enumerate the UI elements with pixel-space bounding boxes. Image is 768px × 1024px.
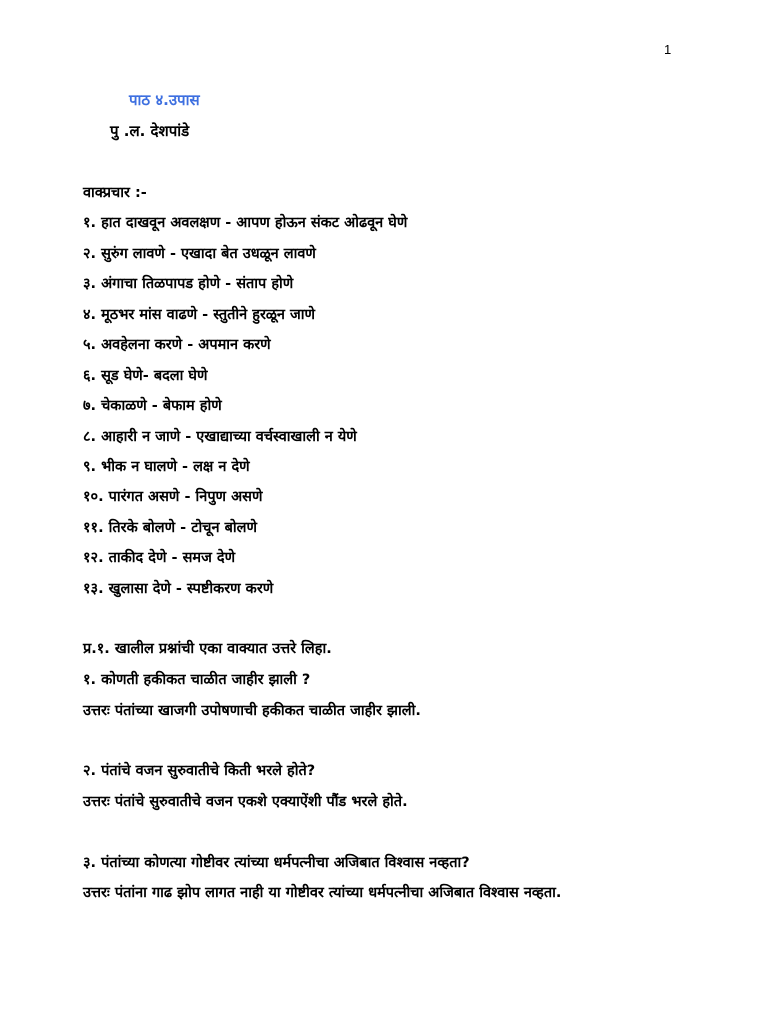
phrase-item: १०. पारंगत असणे - निपुण असणे xyxy=(83,489,263,505)
phrase-item: ८. आहारी न जाणे - एखाद्याच्या वर्चस्वाखाली न येणे xyxy=(83,429,357,445)
phrase-item: १. हात दाखवून अवलक्षण - आपण होऊन संकट ओढवून घेणे xyxy=(83,215,408,231)
question-text: २. पंतांचे वजन सुरुवातीचे किती भरले होते? xyxy=(83,763,316,779)
answer-text: उत्तरः पंतांचे सुरुवातीचे वजन एकशे एक्याऐंशी पौंड भरले होते. xyxy=(83,794,408,810)
answer-text: उत्तरः पंतांना गाढ झोप लागत नाही या गोष्टीवर त्यांच्या धर्मपत्नीचा अजिबात विश्वास नव्हता. xyxy=(83,885,562,901)
lesson-title: पाठ ४.उपास xyxy=(129,91,200,109)
phrase-item: ७. चेकाळणे - बेफाम होणे xyxy=(83,398,222,414)
phrases-heading: वाक्प्रचार :- xyxy=(83,185,147,201)
phrase-item: ११. तिरके बोलणे - टोचून बोलणे xyxy=(83,520,257,536)
phrase-item: ९. भीक न घालणे - लक्ष न देणे xyxy=(83,459,250,475)
phrase-item: ६. सूड घेणे- बदला घेणे xyxy=(83,368,208,384)
phrase-item: १३. खुलासा देणे - स्पष्टीकरण करणे xyxy=(83,581,274,597)
question-instruction: प्र.१. खालील प्रश्नांची एका वाक्यात उत्तरे लिहा. xyxy=(83,641,332,657)
phrase-item: १२. ताकीद देणे - समज देणे xyxy=(83,550,236,566)
phrase-item: २. सुरुंग लावणे - एखादा बेत उधळून लावणे xyxy=(83,246,316,262)
question-text: १. कोणती हकीकत चाळीत जाहीर झाली ? xyxy=(83,672,311,688)
phrase-item: ३. अंगाचा तिळपापड होणे - संताप होणे xyxy=(83,276,294,292)
phrase-item: ४. मूठभर मांस वाढणे - स्तुतीने हुरळून जाणे xyxy=(83,307,315,323)
question-text: ३. पंतांच्या कोणत्या गोष्टीवर त्यांच्या धर्मपत्नीचा अजिबात विश्वास नव्हता? xyxy=(83,855,470,871)
author-name: पु .ल. देशपांडे xyxy=(110,122,190,140)
phrase-item: ५. अवहेलना करणे - अपमान करणे xyxy=(83,337,271,353)
answer-text: उत्तरः पंतांच्या खाजगी उपोषणाची हकीकत चाळीत जाहीर झाली. xyxy=(83,703,421,719)
page-number: 1 xyxy=(664,42,672,57)
